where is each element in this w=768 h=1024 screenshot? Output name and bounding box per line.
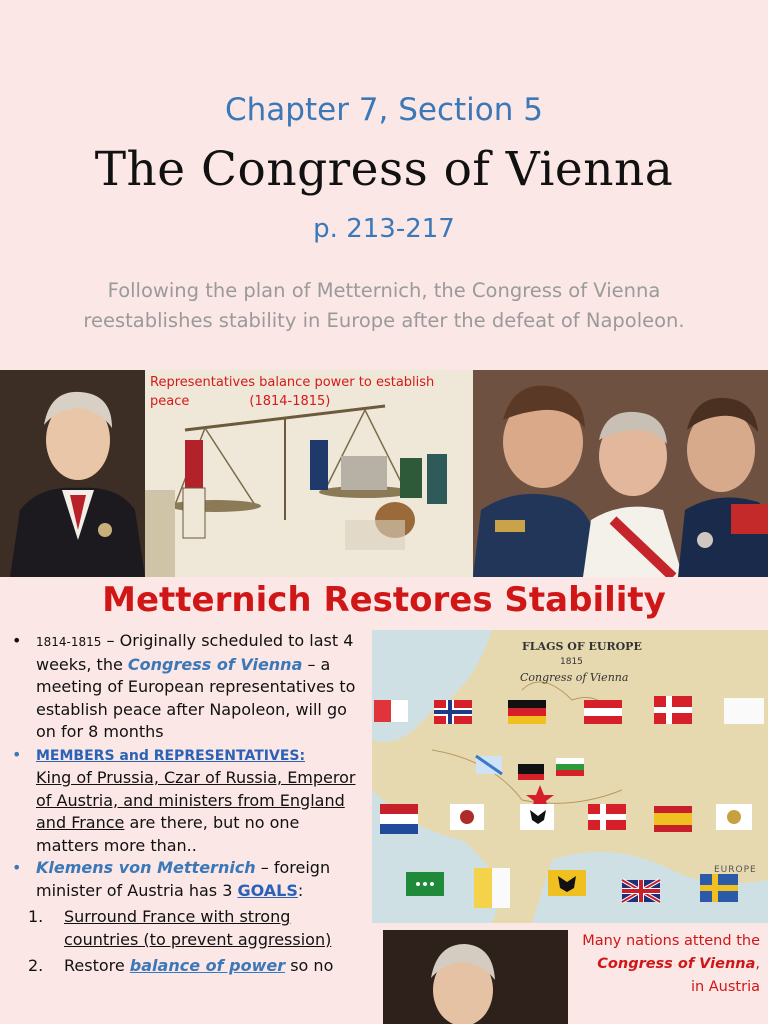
bullet-marker: • — [12, 631, 22, 650]
cartoon-caption-line-1: Representatives balance power to establish — [150, 375, 435, 390]
map-caption-text: Many nations attend the — [582, 933, 760, 949]
members-heading: MEMBERS and REPRESENTATIVES: — [36, 747, 306, 764]
map-caption — [582, 930, 760, 999]
bullet-text: Originally scheduled to last 4 weeks, the — [36, 631, 354, 674]
intro-line-2: reestablishes stability in Europe after the defeat of Napoleon. — [83, 309, 685, 332]
dash: – — [101, 631, 120, 650]
bullet-text: – a meeting of European representatives to establish peace after Napoleon, will go on for 8 months — [36, 654, 356, 741]
goal-number: 1. — [28, 907, 44, 926]
cartoon-caption — [150, 373, 475, 411]
map-caption-text: , in Austria — [690, 956, 760, 995]
metternich-small-portrait-image — [383, 930, 568, 1024]
bullet-text: – foreign minister of Austria has 3 — [36, 858, 331, 900]
goals-label: GOALS — [237, 880, 298, 900]
metternich-portrait-image — [0, 370, 145, 577]
map-caption-term: Congress of Vienna — [597, 956, 756, 972]
monarchs-painting-image — [473, 370, 768, 577]
map-title: FLAGS OF EUROPE — [522, 640, 642, 653]
section-heading: Metternich Restores Stability — [102, 580, 666, 620]
metternich-name: Klemens von Metternich — [36, 858, 256, 877]
bullet-text: are there, but no one matters more than.. — [36, 813, 300, 855]
bullet-content — [12, 630, 367, 978]
page-title: The Congress of Vienna — [94, 142, 674, 197]
bullet-years: 1814-1815 — [36, 635, 102, 649]
chapter-label: Chapter 7, Section 5 — [225, 92, 543, 128]
goal-item-1 — [28, 906, 367, 951]
bullet-dates — [12, 630, 367, 744]
cartoon-caption-line-2: peace — [150, 394, 190, 409]
bullet-metternich — [12, 857, 367, 902]
intro-text — [40, 276, 728, 336]
bullet-members — [12, 744, 367, 858]
cartoon-caption-years: (1814-1815) — [249, 394, 331, 409]
goal-number: 2. — [28, 956, 44, 975]
goal-text: so no — [285, 956, 334, 975]
page-range: p. 213-217 — [313, 214, 455, 244]
flags-of-europe-map — [372, 630, 768, 923]
map-corner-label: EUROPE — [714, 865, 757, 875]
map-subtitle: Congress of Vienna — [520, 671, 629, 684]
colon: : — [297, 880, 304, 900]
members-list: King of Prussia, Czar of Russia, Emperor of Austria, and ministers from England and France — [36, 768, 356, 832]
bullet-marker: • — [12, 858, 22, 877]
balance-term: balance of power — [129, 956, 286, 975]
intro-line-1: Following the plan of Metternich, the Congress of Vienna — [107, 279, 661, 302]
goal-item-2 — [28, 955, 367, 978]
bullet-marker: • — [12, 744, 22, 764]
congress-term: Congress of Vienna — [127, 654, 303, 674]
goal-text: Surround France with strong countries (to prevent aggression) — [64, 907, 332, 949]
goal-text: Restore — [64, 956, 130, 975]
map-year: 1815 — [560, 657, 583, 667]
